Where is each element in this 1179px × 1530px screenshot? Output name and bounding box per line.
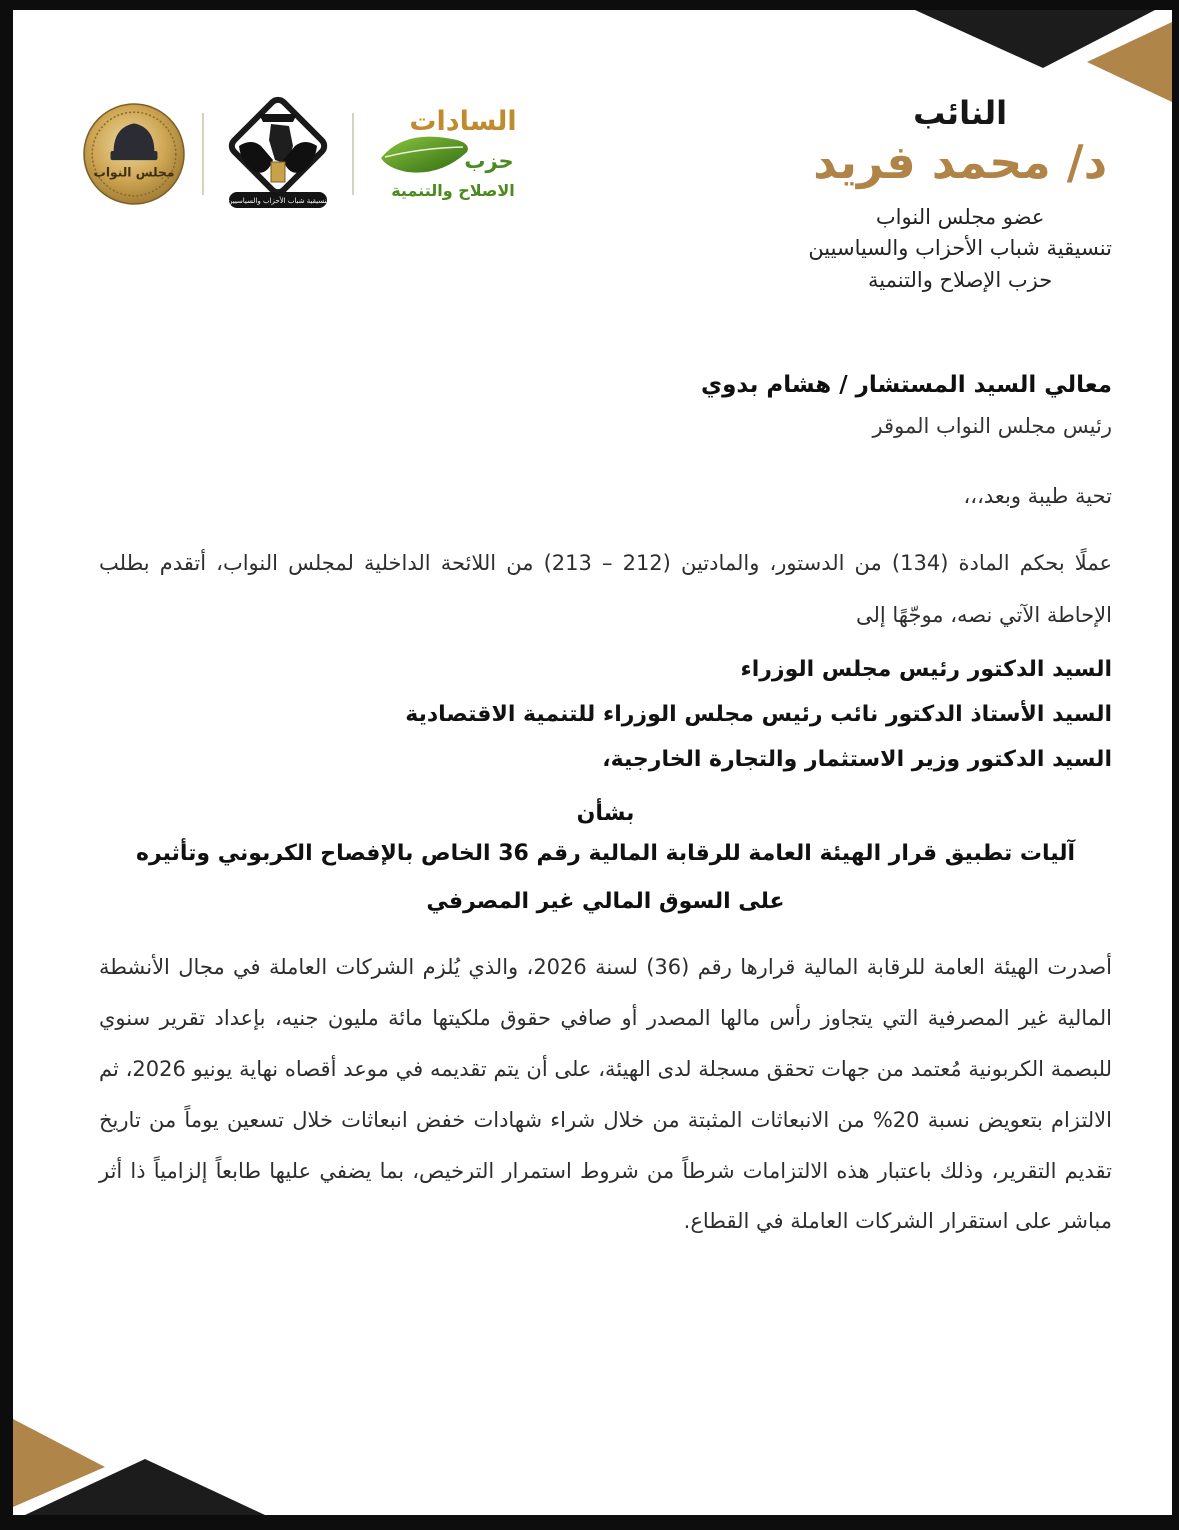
letterhead bbox=[13, 10, 1172, 296]
party-logo bbox=[371, 102, 521, 206]
gold-triangle bbox=[13, 1419, 105, 1507]
mp-title: النائب bbox=[913, 94, 1008, 132]
logo-divider bbox=[352, 113, 354, 195]
addressee-investment-minister: السيد الدكتور وزير الاستثمار والتجارة الخارجية، bbox=[602, 747, 1112, 773]
letter-content bbox=[13, 372, 1172, 1247]
party-word-label: حزب bbox=[464, 149, 514, 173]
addressee-prime-minister: السيد الدكتور رئيس مجلس الوزراء bbox=[740, 657, 1112, 683]
party-script-label: السادات bbox=[409, 106, 517, 137]
party-name-label: الاصلاح والتنمية bbox=[391, 181, 515, 200]
subject-text: آليات تطبيق قرار الهيئة العامة للرقابة المالية رقم 36 الخاص بالإفصاح الكربوني وتأثيره على السوق المالي غير المصرفي bbox=[135, 840, 1076, 914]
addressee-deputy-pm: السيد الأستاذ الدكتور نائب رئيس مجلس الوزراء للتنمية الاقتصادية bbox=[405, 702, 1112, 728]
body-paragraph: أصدرت الهيئة العامة للرقابة المالية قرارها رقم (36) لسنة 2026، والذي يُلزم الشركات العاملة في مجال الأنشطة المالية غير المصرفية التي يتجاوز رأس مالها المصدر أو صافي حقوق ملكيتها مائة مليون جنيه، بإعداد تقرير سنوي للبصمة الكربونية مُعتمد من جهات تحقق مسجلة لدى الهيئة، على أن يتم تقديمه في موعد أقصاه نهاية يونيو 2026، ثم الالتزام بتعويض نسبة 20% من الانبعاثات المثبتة من خلال شراء شهادات خفض انبعاثات خلال تسعين يوماً من تاريخ تقديم التقرير، وذلك باعتبار هذه الالتزامات شرطاً من شروط استمرار الترخيص، بما يضفي عليها طابعاً إلزامياً ذا أثر مباشر على استقرار الشركات العاملة في القطاع. bbox=[99, 955, 1113, 1234]
mp-subtitles bbox=[808, 202, 1112, 297]
seal-label: مجلس النواب bbox=[93, 165, 175, 180]
greeting-line: تحية طيبة وبعد،،، bbox=[963, 484, 1112, 509]
eagle-emblem bbox=[271, 162, 285, 182]
recipient-title: رئيس مجلس النواب الموقر bbox=[872, 414, 1112, 439]
corner-ribbon-bottom-left bbox=[13, 1401, 283, 1515]
recipient-name: معالي السيد المستشار / هشام بدوي bbox=[701, 372, 1112, 399]
intro-paragraph: عملًا بحكم المادة (134) من الدستور، والمادتين (212 – 213) من اللائحة الداخلية لمجلس النواب، أتقدم بطلب الإحاطة الآتي نصه، موجّهًا إلى bbox=[99, 551, 1112, 627]
logo-row bbox=[83, 94, 521, 214]
seal-band bbox=[111, 151, 158, 160]
mp-subtitle-membership: عضو مجلس النواب bbox=[875, 204, 1045, 229]
youth-coordination-label: تنسيقية شباب الأحزاب والسياسيين bbox=[227, 197, 329, 205]
mp-subtitle-coordination: تنسيقية شباب الأحزاب والسياسيين bbox=[808, 236, 1112, 261]
mp-name: د/ محمد فريد bbox=[813, 135, 1108, 190]
mp-nameplate bbox=[808, 94, 1112, 296]
mp-subtitle-party: حزب الإصلاح والتنمية bbox=[868, 267, 1053, 292]
letter-page bbox=[13, 10, 1172, 1515]
black-triangle bbox=[25, 1459, 265, 1515]
subject-label: بشأن bbox=[576, 800, 635, 826]
logo-divider bbox=[202, 113, 204, 195]
parliament-seal-logo bbox=[83, 103, 185, 205]
addressee-list bbox=[99, 647, 1112, 782]
youth-coordination-logo bbox=[221, 94, 335, 214]
flag-bar bbox=[259, 114, 297, 122]
